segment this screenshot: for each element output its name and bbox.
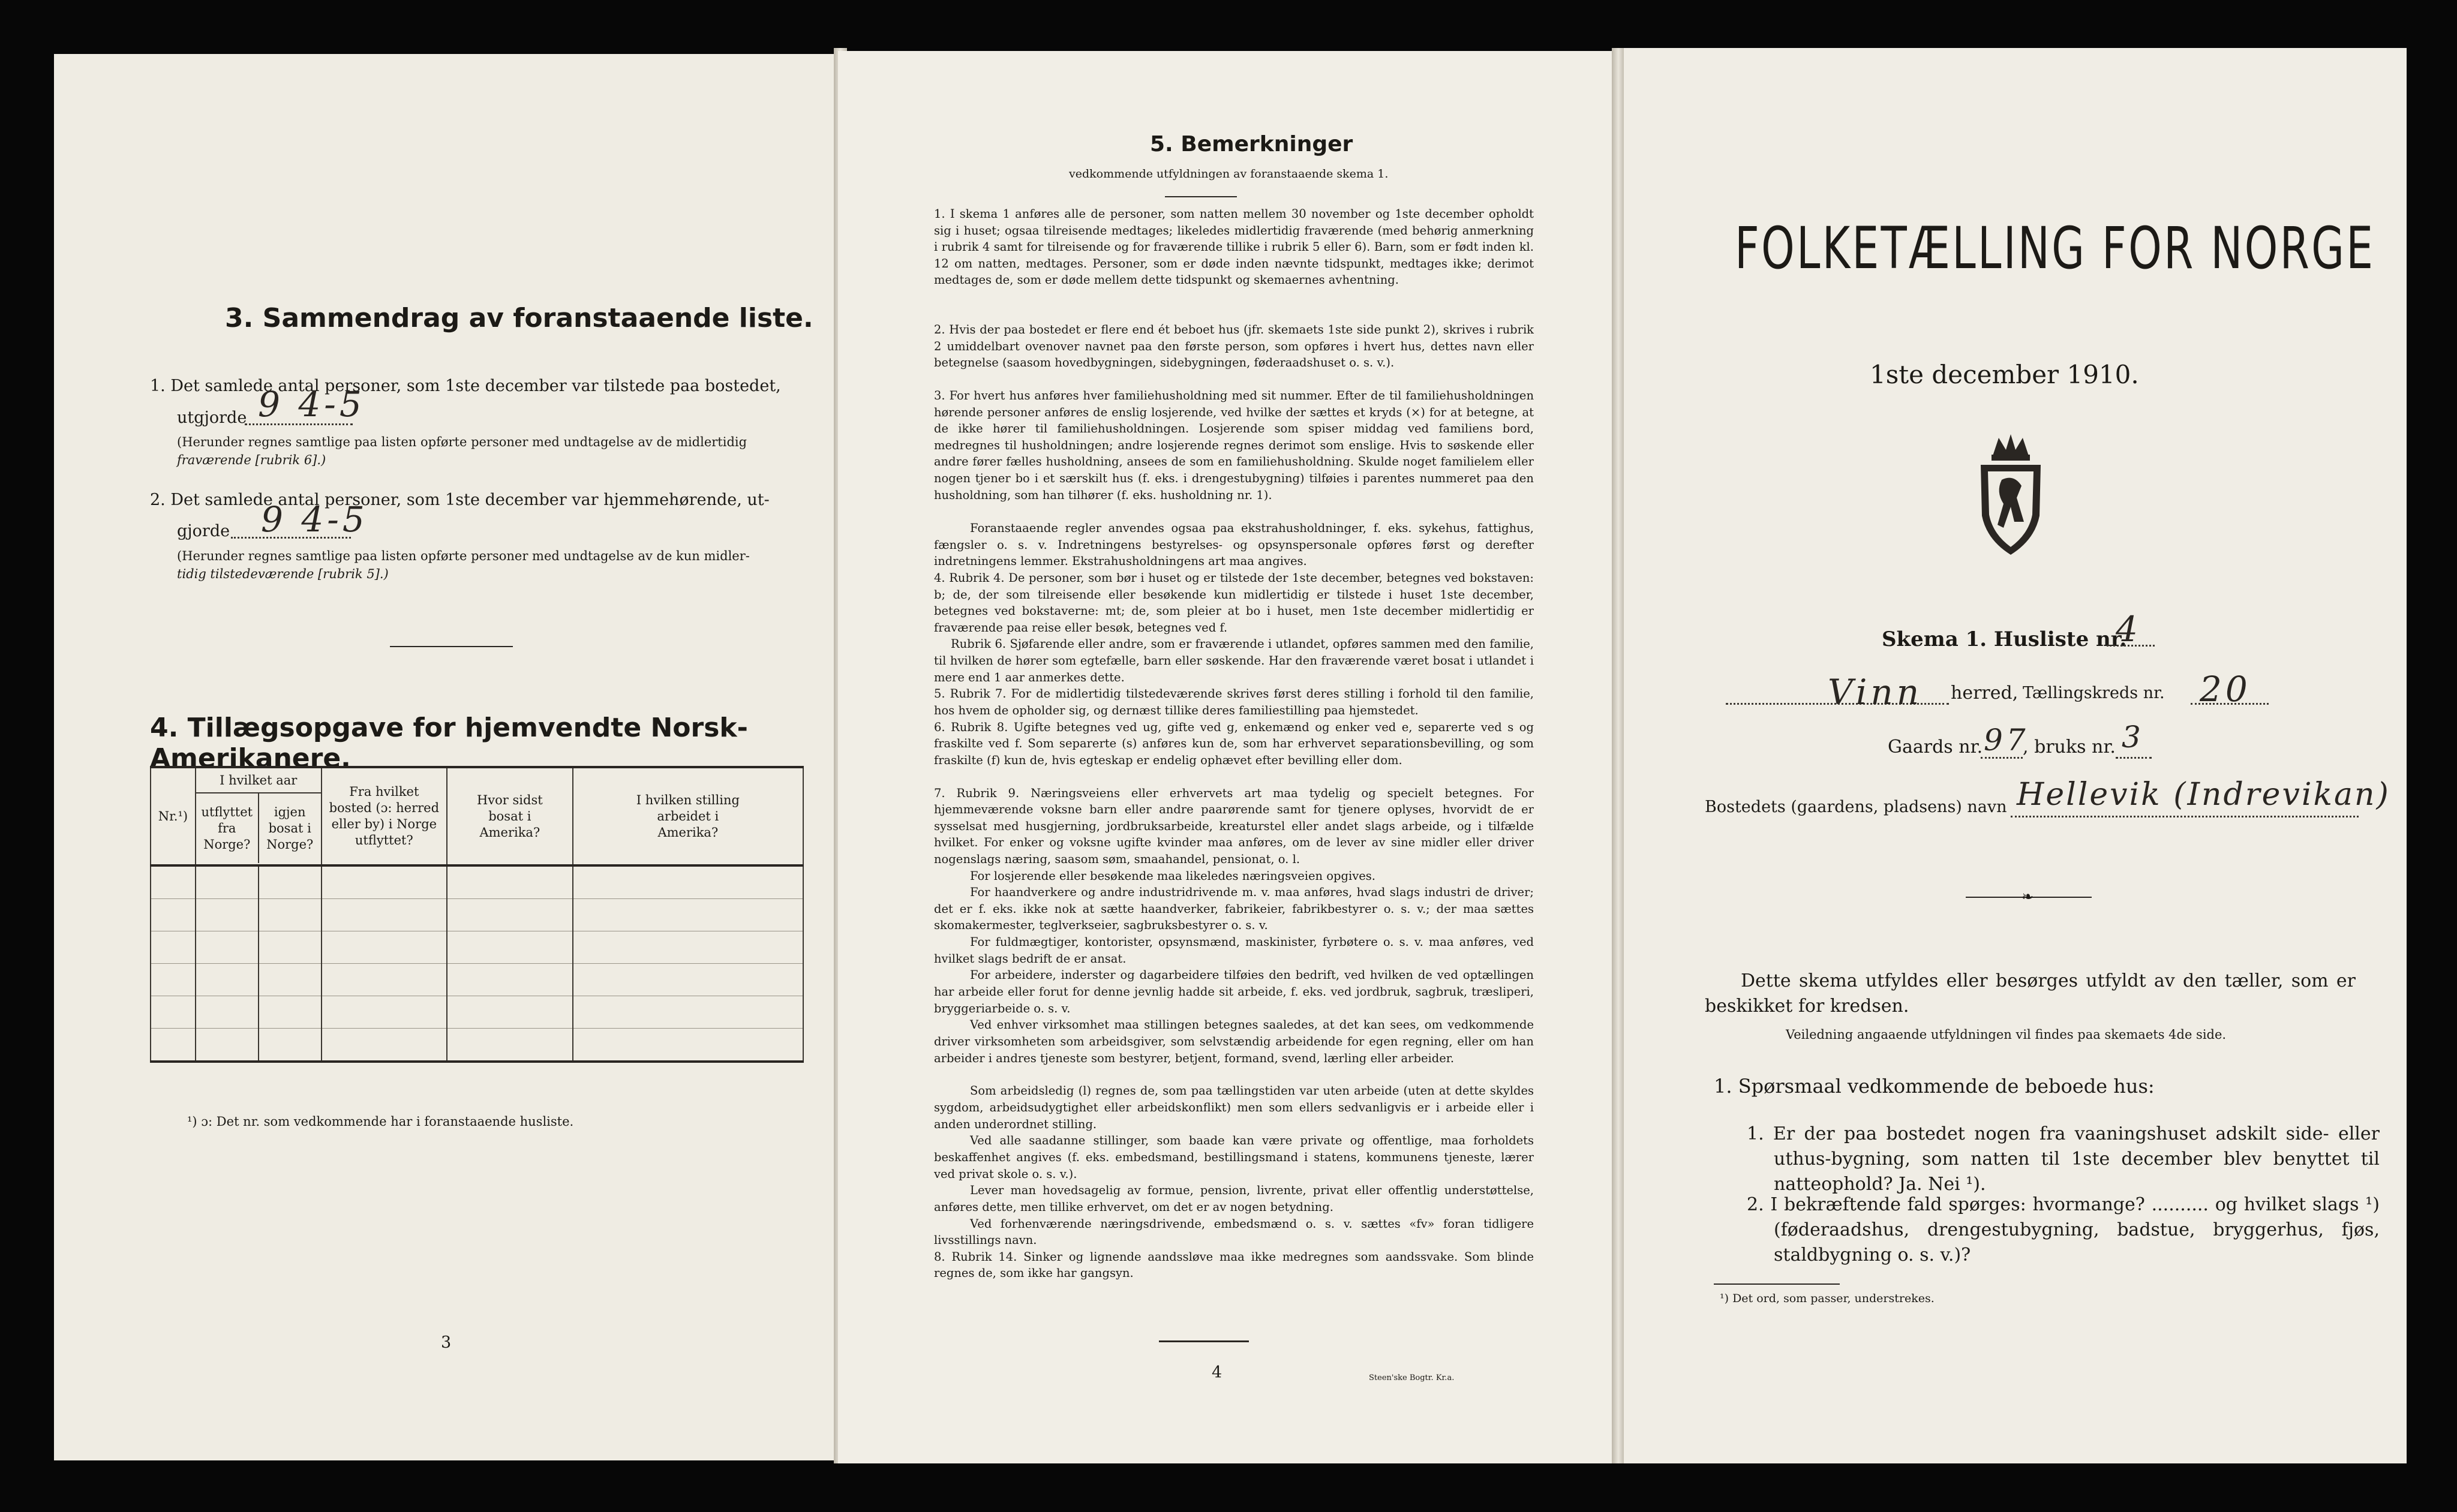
kreds-label: Tællingskreds nr. [2023,684,2165,702]
item-2-lead: gjorde [177,522,230,540]
table-header-bosted: Fra hvilket bosted (ɔ: herred eller by) i Norge utflyttet? [322,767,447,865]
remark-7g: Som arbeidsledig (l) regnes de, som paa tællingstiden var uten arbeide (uten at dette skyldes sygdom, arbeidsudygtighet eller arbeidskonflikt) men som ellers sedvanligvis er i arbeide eller i anden underordnet stilling. [934,1084,1534,1131]
table-row [151,931,803,964]
table-row [151,964,803,996]
book-spine-right [1612,48,1625,1463]
norsk-amerikanere-table [150,766,804,1063]
table-header-igjen: igjen bosat i Norge? [266,804,314,852]
census-date: 1ste december 1910. [1870,360,2139,389]
item-1-lead: utgjorde [177,408,247,427]
census-title: FOLKETÆLLING FOR NORGE [1735,215,2375,282]
item-2-line: 2. Det samlede antal personer, som 1ste december var hjemmehørende, ut- [150,491,770,509]
remarks-title: 5. Bemerkninger [1150,132,1353,157]
herred-value: Vinn [1828,672,1923,713]
item-2-value: 9 4-5 [261,499,368,540]
divider [1159,1340,1249,1342]
table-header-stilling: I hvilken stilling arbeidet i Amerika? [573,767,803,865]
table-footnote: ¹) ɔ: Det nr. som vedkommende har i foranstaaende husliste. [187,1114,574,1129]
item-1-line: 1. Det samlede antal personer, som 1ste december var tilstede paa bostedet, [150,377,781,395]
footnote-right: ¹) Det ord, som passer, understrekes. [1720,1292,1935,1305]
item-2-note-2: tidig tilstedeværende [rubrik 5].) [177,567,389,581]
bosted-value: Hellevik (Indrevikan) [2017,777,2390,813]
section-3-title: 3. Sammendrag av foranstaaende liste. [225,303,813,333]
item-1-note-2: fraværende [rubrik 6].) [177,453,326,467]
table-row [151,865,803,899]
remark-7i: Lever man hovedsagelig av formue, pension, livrente, privat eller offentlig understøttelse, anføres dette, men tillike erhvervet, om det er av nogen betydning. [934,1183,1534,1214]
gaards-label: Gaards nr. [1888,737,1983,757]
table-row [151,1029,803,1062]
remark-5: 5. Rubrik 7. For de midlertidig tilstedeværende skrives først deres stilling i forhold til den familie, hos hvem de opholder sig, og dernæst tillike deres familiestilling paa hjemstedet. [934,687,1534,717]
table-row [151,899,803,931]
remark-7c: For haandverkere og andre industridrivende m. v. maa anføres, hvad slags industri de driver; det er f. eks. ikke nok at sætte haandverker, fabrikeier, fabrikbestyrer o. s. v.; der maa sættes skomakermester, teglverkseier, sagbruksbestyrer o. s. v. [934,885,1534,933]
remark-7e: For arbeidere, inderster og dagarbeidere tilføies den bedrift, ved hvilken de ved optællingen har arbeide eller forut for denne jevnlig hadde sit arbeide, f. eks. ved jordbruk, sagbruk, træsliperi, bryggeriarbeide o. s. v. [934,968,1534,1015]
remarks-body [934,206,1534,1282]
kreds-value: 20 [2200,669,2251,710]
page-4 [838,51,1612,1463]
page-number-3: 3 [441,1333,452,1352]
remark-8: 8. Rubrik 14. Sinker og lignende aandssløve maa ikke medregnes som aandssvake. Som blinde regnes de, som ikke har gangsyn. [934,1249,1534,1280]
item-1-value: 9 4-5 [258,384,365,425]
table-header-amerika: Hvor sidst bosat i Amerika? [447,767,573,865]
bosted-label: Bostedets (gaardens, pladsens) navn [1705,798,2007,816]
item-2-note-1: (Herunder regnes samtlige paa listen opførte personer med undtagelse av de kun midler- [177,549,750,563]
page-number-4: 4 [1212,1363,1223,1382]
remark-7j: Ved forhenværende næringsdrivende, embedsmænd o. s. v. sættes «fv» foran tidligere livsstillings navn. [934,1216,1534,1248]
remarks-subtitle: vedkommende utfyldningen av foranstaaende skema 1. [1069,167,1389,181]
table-header-utflyttet: utflyttet fra Norge? [196,793,259,863]
remark-4: 4. Rubrik 4. De personer, som bør i huset og er tilstede der 1ste december, betegnes ved bokstaven: b; de, der som tilreisende eller besøkende kun midlertidig er tilstede i huset 1ste december, betegnes ved bokstaverne: mt; de, som pleier at bo i huset, men 1ste december midlertidig er fraværende paa reise eller besøk, betegnes ved f. [934,571,1534,635]
remark-3: 3. For hvert hus anføres hver familiehusholdning med sit nummer. Efter de til familiehusholdningen hørende personer anføres de enslig losjerende, ved hvilke der sættes et kryds (×) for at betegne, at de ikke hører til familiehusholdningen. Losjerende som spiser middag ved familiens bord, medregnes til husholdningen; andre losjerende regnes derimot som enslige. Hvis to søskende eller andre fører fælles husholdning, ansees de som en familiehusholdning. Skulde noget familielem eller nogen tjener bo i et særskilt hus (f. eks. i drengestubygning) tilføies i parentes nummeret paa den husholdning, som han tilhører (f. eks. husholdning nr. 1). [934,389,1534,502]
item-1-note-1: (Herunder regnes samtlige paa listen opførte personer med undtagelse av de midlertidig [177,435,747,449]
bosted-dotted-line [2011,816,2359,817]
remark-7f: Ved enhver virksomhet maa stillingen betegnes saaledes, at det kan sees, om vedkommende driver virksomheten som arbeidsgiver, som selvstændig arbeidende for egen regning, eller om han arbeider i andres tjeneste som bestyrer, betjent, formand, svend, lærling eller arbeider. [934,1018,1534,1065]
intro-text: Dette skema utfyldes eller besørges utfyldt av den tæller, som er beskikket for kredsen. [1705,970,2356,1017]
herred-label: herred, [1951,683,2019,704]
remark-6: 6. Rubrik 8. Ugifte betegnes ved ug, gifte ved g, enkemænd og enker ved e, separerte ved s og fraskilte ved f. Som separerte (s) anføres kun de, som har erhvervet separationsbevilling, og som fraskilte (f) kun de, hvis egteskap er endelig ophævet efter bevilling eller dom. [934,720,1534,767]
remark-1: 1. I skema 1 anføres alle de personer, som natten mellem 30 november og 1ste december opholdt sig i huset; ogsaa tilreisende medtages; likeledes midlertidig fraværende (med behørig anmerkning i rubrik 4 samt for tilreisende og for fraværende tillike i rubrik 5 eller 6). Barn, som er født inden kl. 12 om natten, medtages. Personer, som er døde inden nævnte tidspunkt, medtages ikke; derimot medtages de, som er døde mellem dette tidspunkt og skemaernes avhentning. [934,207,1534,287]
bruks-value: 3 [2122,720,2144,755]
divider [1714,1283,1840,1285]
bruks-dotted-line [2116,757,2152,759]
question-heading: 1. Spørsmaal vedkommende de beboede hus: [1714,1075,2155,1098]
section-4-title: 4. Tillægsopgave for hjemvendte Norsk-Amerikanere. [150,713,748,774]
divider [1165,196,1237,197]
remark-2: 2. Hvis der paa bostedet er flere end ét beboet hus (jfr. skemaets 1ste side punkt 2), skrives i rubrik 2 umiddelbart ovenover navnet paa den første person, som opføres i hvert hus, dettes navn eller betegnelse (saasom hovedbygningen, sidebygningen, føderaadshuset o. s. v.). [934,323,1534,370]
bruks-label: , bruks nr. [2023,737,2116,757]
divider [390,646,513,647]
remark-7b: For losjerende eller besøkende maa likeledes næringsveien opgives. [970,868,1375,883]
remark-3b: Foranstaaende regler anvendes ogsaa paa ekstrahusholdninger, f. eks. sykehus, fattighus, fængsler o. s. v. Indretningens bestyrelses- og opsynspersonale opføres først og derefter indretningens lemmer. Ekstrahusholdningens art maa angives. [934,521,1534,569]
husliste-number: 4 [2116,609,2141,650]
skema-label: Skema 1. Husliste nr. [1882,627,2127,651]
remark-7: 7. Rubrik 9. Næringsveiens eller erhvervets art maa tydelig og specielt betegnes. For hjemmeværende voksne barn eller andre paarørende samt for tjenere oplyses, hvorvidt de er sysselsat med husgjerning, jordbruksarbeide, kreaturstel eller andet slags arbeide, og i tilfælde hvilket. For enker og voksne ugifte kvinder maa anføres, om de lever av sine midler eller driver nogenslags næring, saasom søm, smaahandel, pensionat, o. l. [934,786,1534,866]
intro-guidance: Veiledning angaaende utfyldningen vil findes paa skemaets 4de side. [1786,1027,2227,1042]
table-row [151,996,803,1029]
printer-mark: Steen'ske Bogtr. Kr.a. [1369,1373,1455,1382]
table-header-group-label: I hvilket aar [196,768,321,793]
remark-4b: Rubrik 6. Sjøfarende eller andre, som er fraværende i utlandet, opføres sammen med den familie, til hvilken de hører som egtefælle, barn eller søskende. Har den fraværende været bosat i utlandet i mere end 1 aar anmerkes dette. [934,637,1534,684]
remark-7d: For fuldmægtiger, kontorister, opsynsmænd, maskinister, fyrbøtere o. s. v. maa anføres, ved hvilket slags bedrift de er ansat. [934,935,1534,966]
gaards-value: 97 [1984,723,2029,757]
page-3 [54,54,834,1460]
question-2: 2. I bekræftende fald spørges: hvormange? .......... og hvilket slags ¹) (føderaadshus, drengestubygning, badstue, bryggerhus, fjøs, staldbygning o. s. v.)? [1747,1194,2380,1265]
page-1 [1624,48,2407,1463]
ornament-icon: ❧ [2022,888,2034,905]
remark-7h: Ved alle saadanne stillinger, som baade kan være private og offentlige, maa forholdets beskaffenhet angives (f. eks. embedsmand, bestillingsmand i statens, kommunens tjeneste, lærer ved privat skole o. s. v.). [934,1134,1534,1181]
question-1: 1. Er der paa bostedet nogen fra vaaningshuset adskilt side- eller uthus-bygning, som natten til 1ste december blev benyttet til natteophold? Ja. Nei ¹). [1747,1123,2380,1195]
norway-coat-of-arms-icon [1969,432,2053,558]
table-header-nr: Nr.¹) [151,767,196,865]
table-header-group [196,767,322,865]
